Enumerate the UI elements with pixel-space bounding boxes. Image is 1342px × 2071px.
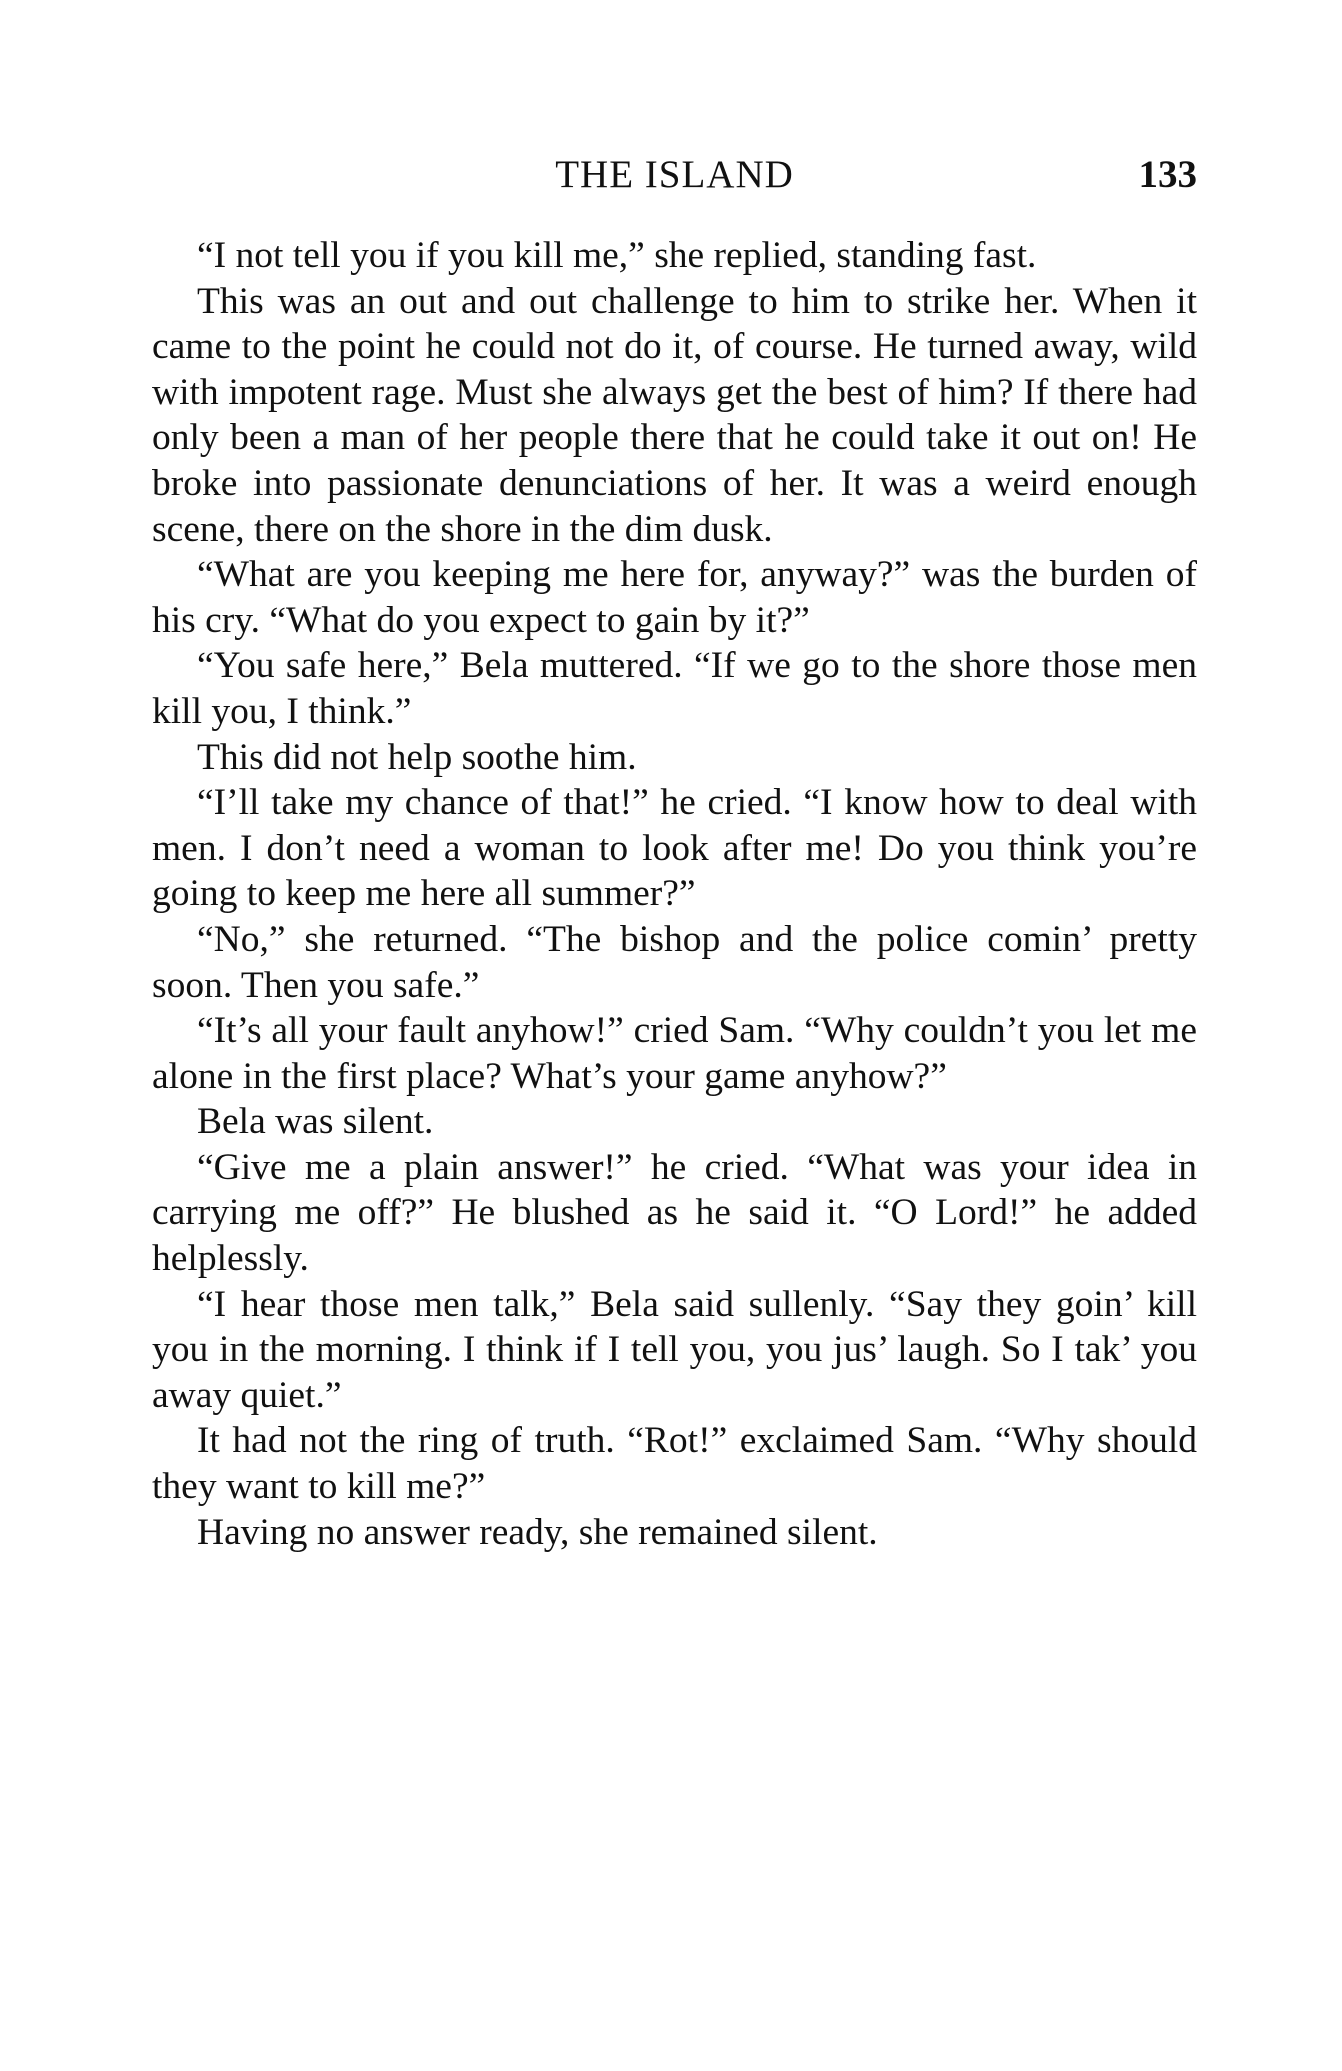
paragraph: This was an out and out challenge to him to strike her. When it came to the point he could not do it, of course. He turned away, wild with impotent rage. Must she always get the best of him? If there had only been a man of her people there that he could take it out on! He broke into passionate denunciations of her. It was a weird enough scene, there on the shore in the dim dusk. bbox=[152, 280, 1197, 550]
paragraph: “I’ll take my chance of that!” he cried. “I know how to deal with men. I don’t need a woman to look after me! Do you think you’re going to keep me here all summer?” bbox=[152, 782, 1197, 915]
paragraph: It had not the ring of truth. “Rot!” exclaimed Sam. “Why should they want to kill me?” bbox=[152, 1420, 1197, 1508]
paragraph: Bela was silent. bbox=[197, 1101, 434, 1143]
paragraph: Having no answer ready, she remained silent. bbox=[197, 1511, 878, 1553]
body-text bbox=[152, 233, 1197, 1555]
paragraph: “What are you keeping me here for, anyway?” was the burden of his cry. “What do you expect to gain by it?” bbox=[152, 554, 1197, 641]
paragraph: “I not tell you if you kill me,” she replied, standing fast. bbox=[197, 235, 1037, 276]
paragraph: “It’s all your fault anyhow!” cried Sam. “Why couldn’t you let me alone in the first place? What’s your game anyhow?” bbox=[152, 1010, 1197, 1097]
running-head bbox=[152, 152, 1197, 208]
paragraph: “You safe here,” Bela muttered. “If we go to the shore those men kill you, I think.” bbox=[152, 645, 1197, 732]
page-number: 133 bbox=[1138, 153, 1197, 196]
paragraph: “Give me a plain answer!” he cried. “What was your idea in carrying me off?” He blushed as he said it. “O Lord!” he added helplessly. bbox=[152, 1146, 1197, 1280]
paragraph: “I hear those men talk,” Bela said sullenly. “Say they goin’ kill you in the morning. I think if I tell you, you jus’ laugh. So I tak’ you away quiet.” bbox=[152, 1283, 1197, 1416]
paragraph: This did not help soothe him. bbox=[197, 736, 637, 778]
running-title: THE ISLAND bbox=[555, 153, 794, 196]
paragraph: “No,” she returned. “The bishop and the police comin’ pretty soon. Then you safe.” bbox=[152, 918, 1197, 1006]
